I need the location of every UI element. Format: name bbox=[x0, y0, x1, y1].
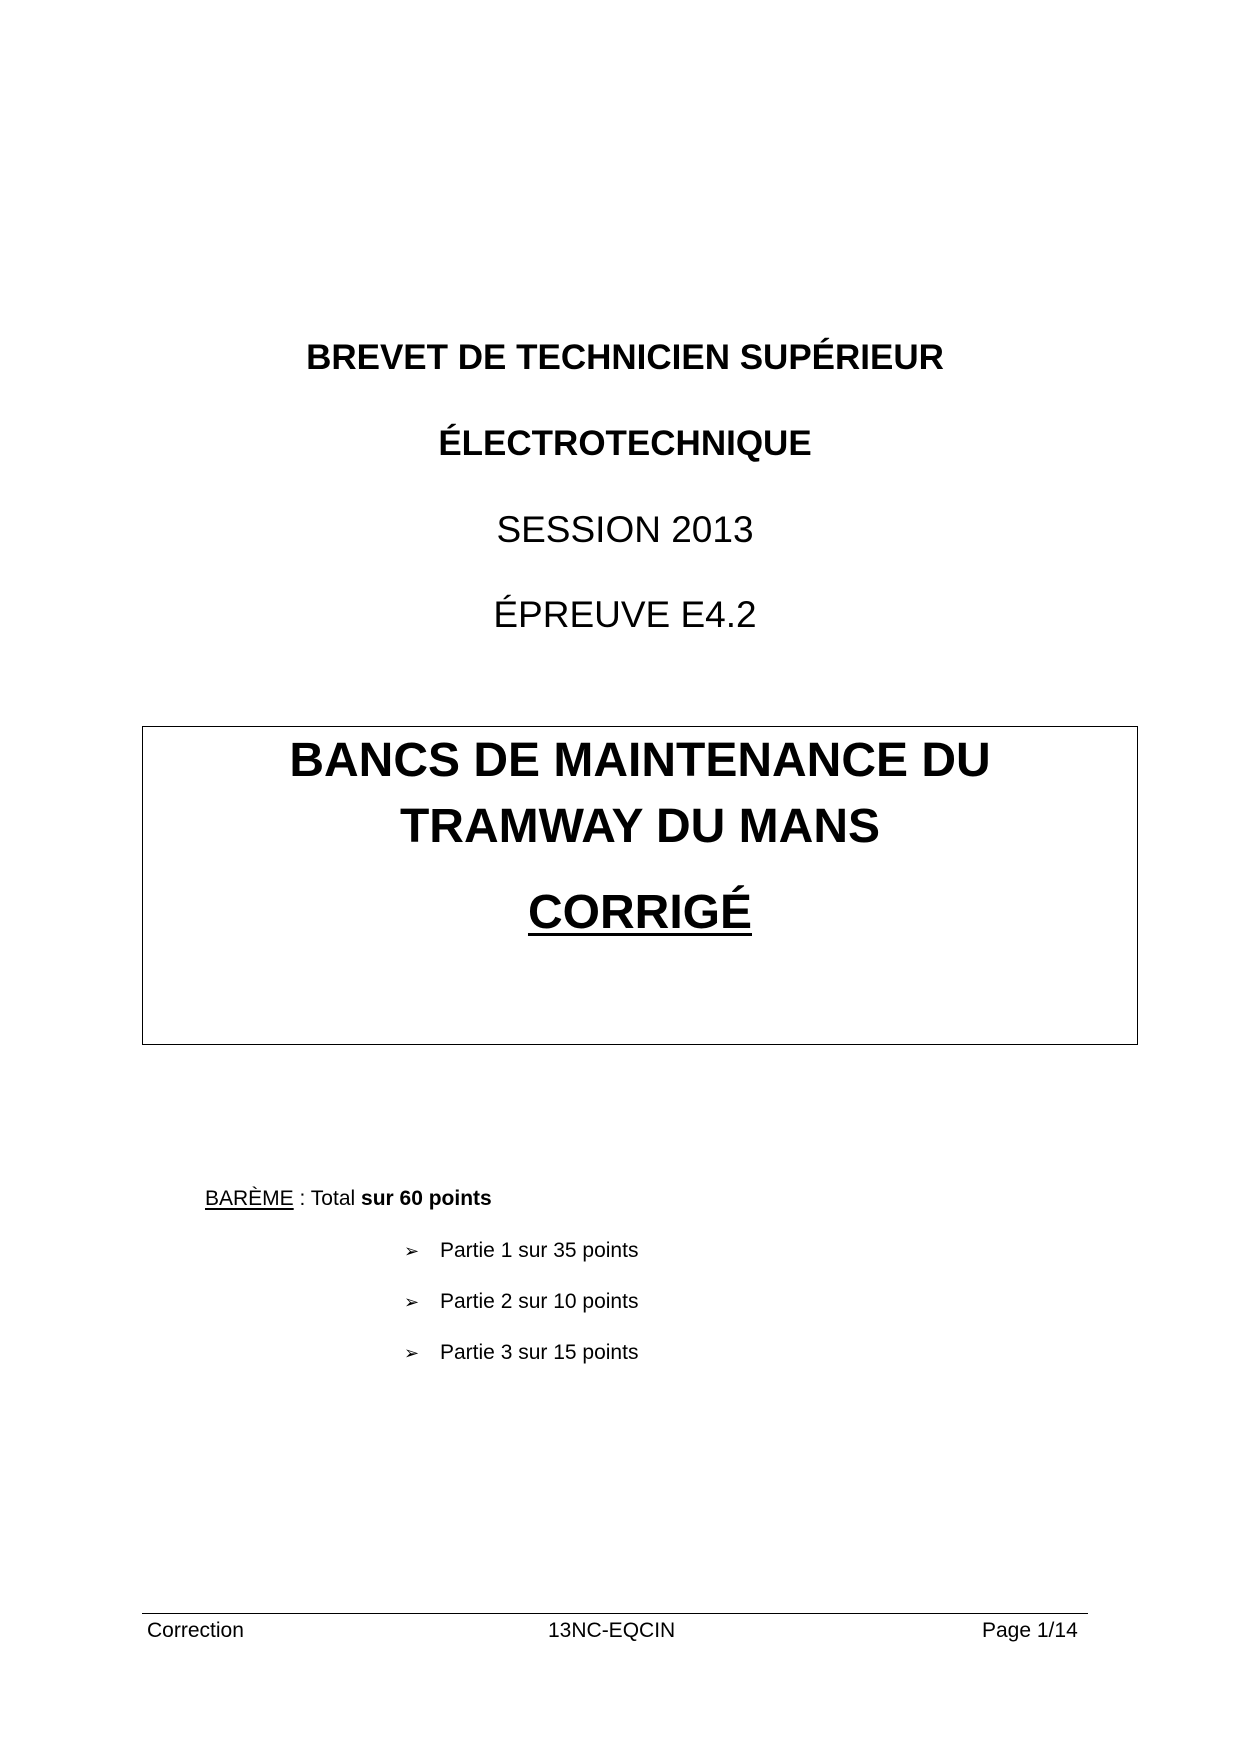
bareme-item bbox=[404, 1290, 638, 1314]
bareme-item-text: Partie 2 sur 10 points bbox=[440, 1290, 639, 1313]
bareme-item-text: Partie 3 sur 15 points bbox=[440, 1341, 639, 1364]
bareme-separator: : Total bbox=[293, 1187, 362, 1210]
bareme-total: sur 60 points bbox=[361, 1187, 492, 1210]
bareme-item bbox=[404, 1341, 638, 1365]
footer-correction: Correction bbox=[147, 1619, 244, 1642]
bullet-arrow-icon: ➢ bbox=[404, 1292, 420, 1312]
footer-code: 13NC-EQCIN bbox=[548, 1619, 676, 1642]
bareme-line bbox=[205, 1187, 492, 1211]
title-line-2: TRAMWAY DU MANS bbox=[399, 800, 881, 853]
bareme-item bbox=[404, 1239, 638, 1263]
title-corrige-text: CORRIGÉ bbox=[527, 886, 752, 939]
footer-page-number: Page 1/14 bbox=[982, 1619, 1078, 1642]
title-box bbox=[142, 726, 1138, 1045]
header-line-bts: BREVET DE TECHNICIEN SUPÉRIEUR bbox=[306, 338, 944, 377]
bullet-arrow-icon: ➢ bbox=[404, 1343, 420, 1363]
title-corrige bbox=[143, 885, 1137, 940]
header-line-epreuve: ÉPREUVE E4.2 bbox=[493, 594, 757, 635]
footer-divider bbox=[142, 1613, 1088, 1614]
bullet-arrow-icon: ➢ bbox=[404, 1241, 420, 1261]
header-line-electrotechnique: ÉLECTROTECHNIQUE bbox=[438, 424, 812, 463]
header-line-session: SESSION 2013 bbox=[496, 509, 754, 550]
bareme-item-text: Partie 1 sur 35 points bbox=[440, 1239, 639, 1262]
title-line-1: BANCS DE MAINTENANCE DU bbox=[289, 734, 991, 787]
bareme-label: BARÈME bbox=[205, 1187, 294, 1210]
